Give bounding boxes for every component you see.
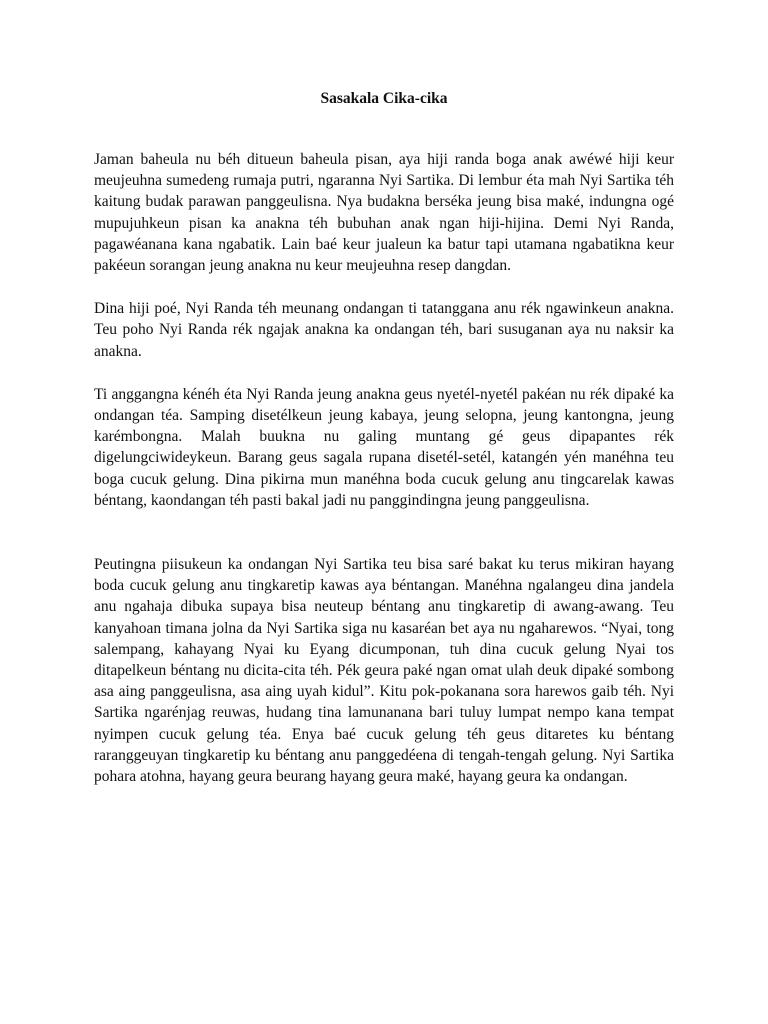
paragraph-4: Peutingna piisukeun ka ondangan Nyi Sartika teu bisa saré bakat ku terus mikiran hayang boda cucuk gelung anu tingkaretip kawas aya béntangan. Manéhna ngalangeu dina jandela anu ngahaja dibuka supaya bisa neuteup béntang anu tingkaretip di awang-awang. Teu kanyahoan timana jolna da Nyi Sartika siga nu kasaréan bet aya nu ngaharewos. “Nyai, tong salempang, kahayang Nyai ku Eyang dicumponan, tuh dina cucuk gelung Nyai tos ditapelkeun béntang nu dicita-cita téh. Pék geura paké ngan omat ulah deuk dipaké sombong asa aing panggeulisna, asa aing uyah kidul”. Kitu pok-pokanana sora harewos gaib téh. Nyi Sartika ngarénjag reuwas, hudang tina lamunanana bari tuluy lumpat nempo kana tempat nyimpen cucuk gelung téa. Enya baé cucuk gelung téh geus ditaretes ku béntang raranggeuyan tingkaretip ku béntang anu panggedéena di tengah-tengah gelung. Nyi Sartika pohara atohna, hayang geura beurang hayang geura maké, hayang geura ka ondangan. [94, 556, 674, 786]
paragraph-2: Dina hiji poé, Nyi Randa téh meunang ondangan ti tatanggana anu rék ngawinkeun anakna. Teu poho Nyi Randa rék ngajak anakna ka ondangan téh, bari susuganan aya nu naksir ka anakna. [94, 300, 674, 360]
document-title: Sasakala Cika-cika [320, 90, 448, 107]
paragraph-1: Jaman baheula nu béh ditueun baheula pisan, aya hiji randa boga anak awéwé hiji keur meujeuhna sumedeng rumaja putri, ngaranna Nyi Sartika. Di lembur éta mah Nyi Sartika téh kaitung budak parawan panggeulisna. Nya budakna berséka jeung bisa maké, indungna ogé mupujuhkeun pisan ka anakna téh bubuhan anak ngan hiji-hijina. Demi Nyi Randa, pagawéanana kana ngabatik. Lain baé keur jualeun ka batur tapi utamana ngabatikna keur pakéeun sorangan jeung anakna nu keur meujeuhna resep dangdan. [94, 151, 674, 275]
paragraph-3: Ti anggangna kénéh éta Nyi Randa jeung anakna geus nyetél-nyetél pakéan nu rék dipaké ka ondangan téa. Samping disetélkeun jeung kabaya, jeung selopna, jeung kantongna, jeung karémbongna. Malah buukna nu galing muntang gé geus dipapantes rék digelungciwideykeun. Barang geus sagala rupana disetél-setél, katangén yén manéhna teu boga cucuk gelung. Dina pikirna mun manéhna boda cucuk gelung anu tingcarelak kawas béntang, kaondangan téh pasti bakal jadi nu panggindingna jeung panggeulisna. [94, 385, 674, 509]
document-page [94, 89, 674, 787]
